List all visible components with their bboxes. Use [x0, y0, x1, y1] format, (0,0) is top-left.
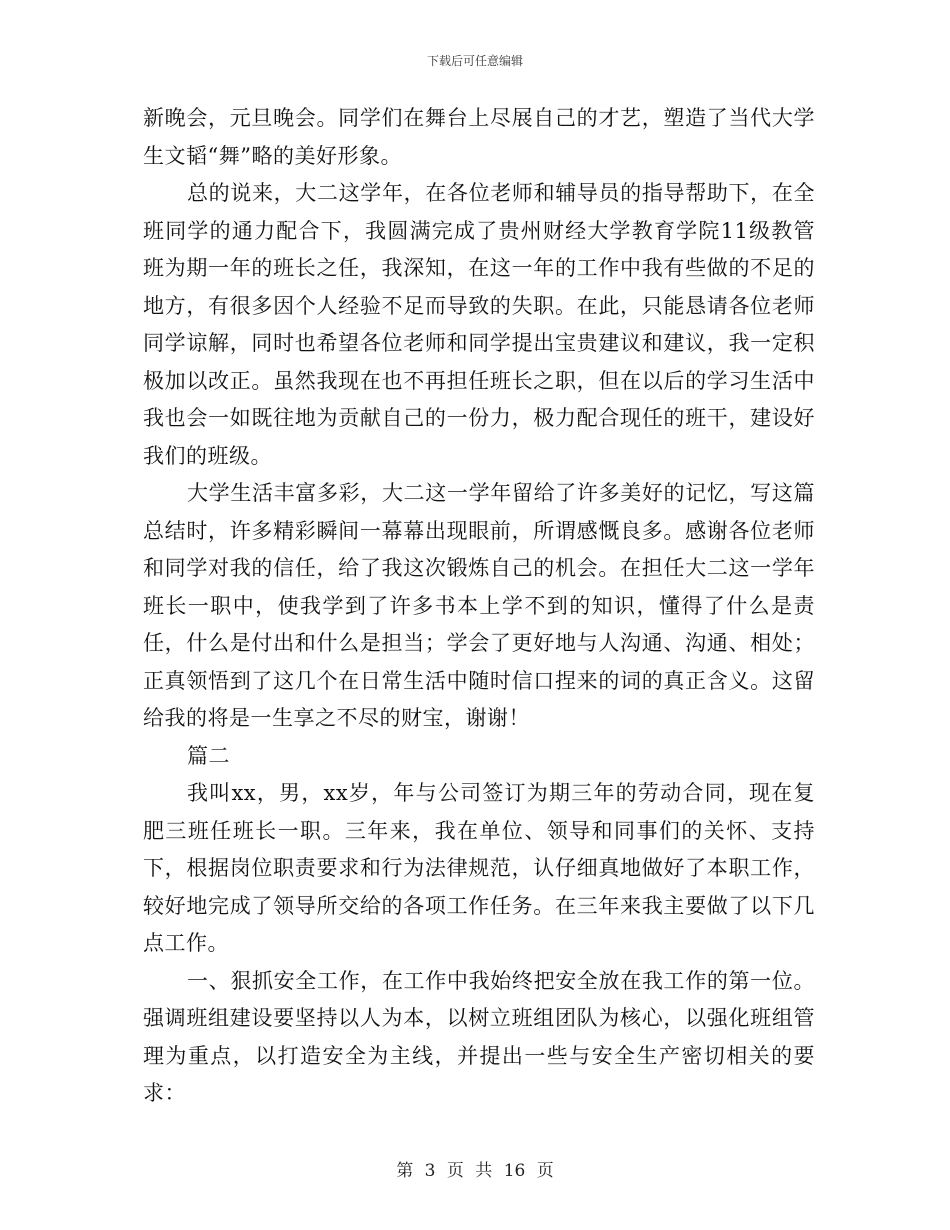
section-heading: 篇二 [187, 743, 230, 768]
paragraph-5: 一、狠抓安全工作，在工作中我始终把安全放在我工作的第一位。强调班组建设要坚持以人为本，以树立班组团队为核心，以强化班组管理为重点，以打造安全为主线，并提出一些与安全生产密切相关的要求： [143, 968, 815, 1105]
paragraph-3: 大学生活丰富多彩，大二这一学年留给了许多美好的记忆，写这篇总结时，许多精彩瞬间一幕幕出现眼前，所谓感慨良多。感谢各位老师和同学对我的信任，给了我这次锻炼自己的机会。在担任大二这一学年班长一职中，使我学到了许多书本上学不到的知识，懂得了什么是责任，什么是付出和什么是担当；学会了更好地与人沟通、沟通、相处；正真领悟到了这几个在日常生活中随时信口捏来的词的真正含义。这留给我的将是一生享之不尽的财宝，谢谢！ [143, 481, 815, 730]
page-header: 下载后可任意编辑 [426, 54, 523, 68]
paragraph-1: 新晚会，元旦晚会。同学们在舞台上尽展自己的才艺，塑造了当代大学生文韬“舞”略的美好形象。 [143, 106, 815, 168]
document-body [143, 100, 815, 1113]
page-number-footer: 第 3 页 共 16 页 [396, 1161, 554, 1181]
paragraph-4: 我叫xx，男，xx岁，年与公司签订为期三年的劳动合同，现在复肥三班任班长一职。三年来，我在单位、领导和同事们的关怀、支持下，根据岗位职责要求和行为法律规范，认仔细真地做好了本职工作，较好地完成了领导所交给的各项工作任务。在三年来我主要做了以下几点工作。 [143, 781, 815, 955]
paragraph-2: 总的说来，大二这学年，在各位老师和辅导员的指导帮助下，在全班同学的通力配合下，我圆满完成了贵州财经大学教育学院11级教管班为期一年的班长之任，我深知，在这一年的工作中我有些做的不足的地方，有很多因个人经验不足而导致的失职。在此，只能恳请各位老师同学谅解，同时也希望各位老师和同学提出宝贵建议和建议，我一定积极加以改正。虽然我现在也不再担任班长之职，但在以后的学习生活中我也会一如既往地为贡献自己的一份力，极力配合现任的班干，建设好我们的班级。 [143, 181, 815, 468]
